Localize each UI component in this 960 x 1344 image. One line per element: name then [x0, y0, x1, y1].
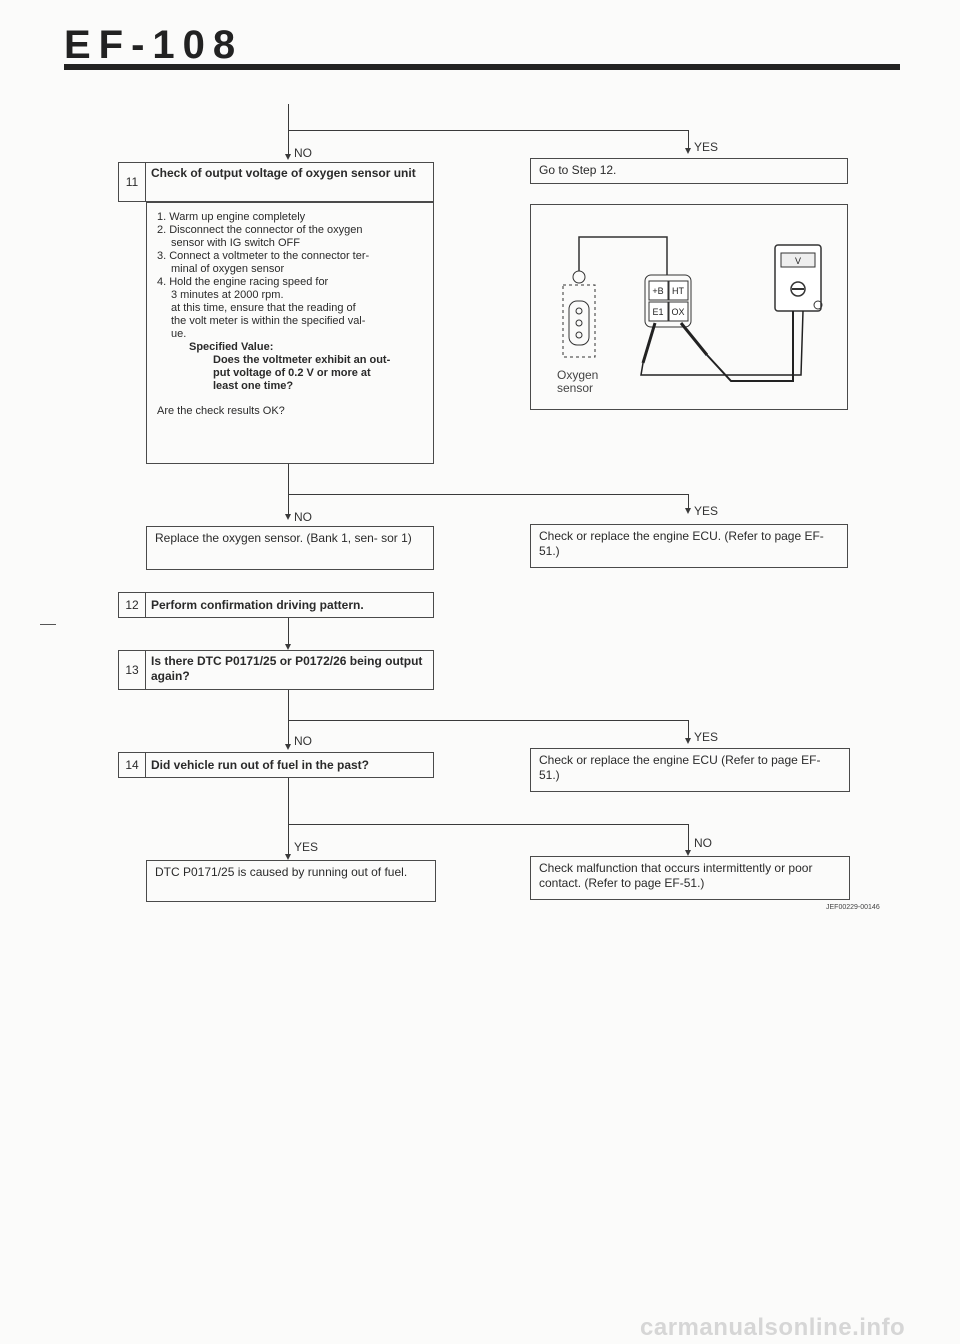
instruction-line: 4. Hold the engine racing speed for [157, 276, 329, 288]
terminal-label: OX [671, 307, 685, 317]
connector-line [288, 618, 289, 644]
sensor-terminal [573, 271, 585, 283]
connector-line [688, 824, 689, 852]
goto-step-12: Go to Step 12. [530, 158, 848, 184]
instruction-line: 2. Disconnect the connector of the oxygen [157, 224, 363, 236]
connector-line [288, 690, 289, 720]
step-number: 11 [119, 163, 146, 201]
spec-question-line: put voltage of 0.2 V or more at [213, 367, 371, 379]
arrow-icon [685, 738, 691, 744]
instruction-line: ue. [171, 328, 187, 340]
connector-line [288, 130, 289, 156]
connector-line [288, 494, 289, 516]
check-engine-ecu-2: Check or replace the engine ECU (Refer to page EF-51.) [530, 748, 850, 792]
arrow-icon [685, 508, 691, 514]
figure-id: JEF00229-00146 [826, 904, 880, 911]
branch-label-no: NO [294, 510, 312, 524]
instruction-line: 1. Warm up engine completely [157, 211, 306, 223]
sensor-pin [576, 308, 582, 314]
step-title: Check of output voltage of oxygen sensor unit [151, 166, 416, 180]
terminal-label: E1 [652, 307, 664, 317]
sensor-wire [579, 237, 667, 275]
step-11-header [118, 162, 434, 202]
connector-line [288, 494, 688, 495]
oxygen-sensor-diagram [530, 204, 848, 410]
step-11-instructions [146, 202, 434, 464]
arrow-icon [685, 148, 691, 154]
connector-line [688, 130, 689, 150]
footer-watermark: carmanualsonline.info [640, 1314, 906, 1341]
sensor-pin [576, 332, 582, 338]
branch-label-yes: YES [694, 504, 719, 518]
branch-label-yes: YES [294, 840, 319, 854]
check-engine-ecu: Check or replace the engine ECU. (Refer to page EF-51.) [530, 524, 848, 568]
arrow-icon [285, 744, 291, 750]
meter-lead [707, 311, 793, 381]
step-number: 14 [119, 753, 146, 777]
connector-line [688, 720, 689, 740]
branch-label-yes: YES [694, 140, 719, 154]
branch-label-no: NO [294, 734, 312, 748]
sensor-body [563, 285, 595, 357]
connector-line [288, 778, 289, 824]
instruction-line: 3. Connect a voltmeter to the connector ter- [157, 250, 370, 262]
step-number: 12 [119, 593, 146, 617]
sensor-label: Oxygen sensor [557, 368, 599, 395]
arrow-icon [285, 154, 291, 160]
branch-label-yes: YES [694, 730, 719, 744]
dtc-fuel-result: DTC P0171/25 is caused by running out of fuel. [146, 860, 436, 902]
step-title: Perform confirmation driving pattern. [151, 598, 364, 612]
instruction-line: the volt meter is within the specified val- [171, 315, 366, 327]
terminal-label: HT [672, 286, 684, 296]
step-13 [118, 650, 434, 690]
sensor-pin [576, 320, 582, 326]
header-rule [64, 64, 900, 70]
instruction-line: sensor with IG switch OFF [171, 237, 300, 249]
spec-question-line: Does the voltmeter exhibit an out- [213, 354, 391, 366]
arrow-icon [285, 514, 291, 520]
instruction-line: 3 minutes at 2000 rpm. [171, 289, 284, 301]
probe-lead [681, 323, 707, 355]
instruction-line: minal of oxygen sensor [171, 263, 285, 275]
step-title: Did vehicle run out of fuel in the past? [151, 758, 370, 772]
branch-label-no: NO [294, 146, 312, 160]
spec-label: Specified Value: [189, 341, 274, 353]
connector-line [288, 104, 289, 130]
probe-lead [643, 323, 655, 363]
connector-line [288, 824, 289, 856]
connector-line [288, 464, 289, 494]
terminal-label: +B [652, 286, 664, 296]
branch-label-no: NO [694, 836, 712, 850]
check-prompt: Are the check results OK? [157, 405, 285, 417]
step-title: Is there DTC P0171/25 or P0172/26 being output again? [151, 654, 423, 683]
connector-line [288, 720, 289, 746]
step-12 [118, 592, 434, 618]
connector-line [288, 130, 688, 131]
margin-mark [40, 624, 56, 625]
replace-oxygen-sensor: Replace the oxygen sensor. (Bank 1, sen- sor 1) [146, 526, 434, 570]
instruction-line: at this time, ensure that the reading of [171, 302, 356, 314]
header-page-code: EF-108 [64, 30, 244, 64]
connector-line [288, 720, 688, 721]
spec-question-line: least one time? [213, 380, 294, 392]
check-malfunction: Check malfunction that occurs intermittently or poor contact. (Refer to page EF-51.) [530, 856, 850, 900]
voltmeter-unit: V [794, 256, 802, 266]
step-14 [118, 752, 434, 778]
connector-line [288, 824, 688, 825]
step-number: 13 [119, 651, 146, 689]
